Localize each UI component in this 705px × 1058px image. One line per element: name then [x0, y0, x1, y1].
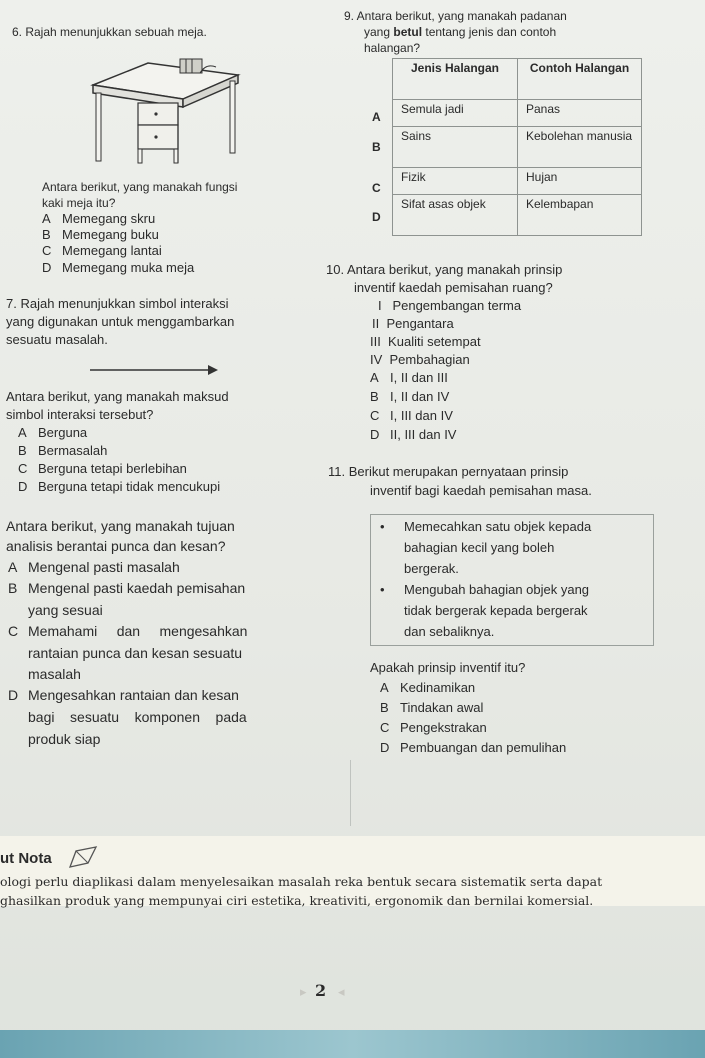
table-row: [393, 195, 642, 236]
q11-bullet2-line3: dan sebaliknya.: [404, 624, 495, 639]
nota-title: ut Nota: [0, 850, 52, 867]
q11-option-d[interactable]: [380, 740, 566, 756]
q10-option-c[interactable]: [370, 408, 453, 424]
q6-stem-line2: kaki meja itu?: [42, 196, 116, 210]
option-text: I, II dan III: [390, 370, 448, 385]
bottom-decor-band: [0, 1030, 705, 1058]
option-letter: D: [8, 687, 19, 703]
q9-line2-post: tentang jenis dan contoh: [422, 25, 557, 39]
q11-bullet2-line2: tidak bergerak kepada bergerak: [404, 603, 588, 618]
option-letter: A: [380, 680, 389, 695]
q7-option-b[interactable]: [18, 443, 107, 459]
q6-option-d[interactable]: [42, 260, 194, 276]
q7-line3: sesuatu masalah.: [6, 332, 108, 347]
q10-item-3: III Kualiti setempat: [370, 334, 481, 349]
q10-item-2: II Pengantara: [372, 316, 454, 331]
q10-item-4: IV Pembahagian: [370, 352, 470, 367]
interaction-arrow-symbol: [88, 362, 220, 378]
q9-line2-bold: betul: [393, 25, 423, 39]
q9-row-label-b: B: [372, 140, 381, 154]
option-text: Bermasalah: [38, 443, 108, 458]
option-letter: D: [380, 740, 390, 755]
q7-option-d[interactable]: [18, 479, 220, 495]
q9-line2-pre: yang: [364, 25, 394, 39]
q6-option-b[interactable]: [42, 227, 159, 243]
option-letter: A: [370, 370, 379, 385]
page-number-right-mark: ◂: [338, 984, 345, 999]
q6-option-a[interactable]: [42, 211, 155, 227]
option-letter: B: [8, 580, 18, 596]
option-text: Berguna: [38, 425, 88, 440]
q6-stem-line1: Antara berikut, yang manakah fungsi: [42, 180, 238, 194]
q11-option-b[interactable]: [380, 700, 483, 716]
cell-jenis: Sains: [393, 127, 518, 168]
option-text: Pengekstrakan: [400, 720, 487, 735]
q10-option-a[interactable]: [370, 370, 448, 386]
q10-option-b[interactable]: [370, 389, 449, 405]
q6-prompt: 6. Rajah menunjukkan sebuah meja.: [12, 25, 207, 39]
option-letter: A: [18, 425, 27, 440]
q9-row-label-d: D: [372, 210, 381, 224]
option-letter: C: [8, 623, 19, 639]
cell-jenis: Fizik: [393, 168, 518, 195]
option-letter: C: [380, 720, 390, 735]
column-divider: [350, 760, 351, 826]
q8-option-d-cont1: bagi sesuatu komponen pada: [28, 709, 247, 725]
cell-contoh: Panas: [518, 100, 642, 127]
option-letter: C: [18, 461, 28, 476]
option-letter: B: [42, 227, 51, 242]
pencil-icon: [66, 845, 102, 871]
cell-jenis: Sifat asas objek: [393, 195, 518, 236]
q8-option-b-cont: yang sesuai: [28, 602, 103, 618]
option-text: I, III dan IV: [390, 408, 453, 423]
q7-option-a[interactable]: [18, 425, 87, 441]
option-text: Berguna tetapi tidak mencukupi: [38, 479, 221, 494]
q8-option-a[interactable]: [8, 559, 180, 575]
option-text: Kedinamikan: [400, 680, 476, 695]
table-row: [393, 100, 642, 127]
q11-stem: Apakah prinsip inventif itu?: [370, 660, 526, 675]
halangan-table: [392, 58, 642, 236]
q11-bullet2-line1: Mengubah bahagian objek yang: [404, 582, 590, 597]
option-letter: A: [42, 211, 51, 226]
q8-option-c-cont1: rantaian punca dan kesan sesuatu: [28, 645, 243, 661]
desk-illustration: [88, 55, 248, 170]
option-text: Berguna tetapi berlebihan: [38, 461, 187, 476]
q10-option-d[interactable]: [370, 427, 456, 443]
q11-option-a[interactable]: [380, 680, 475, 696]
q8-option-d[interactable]: [8, 687, 239, 703]
q9-line2: [364, 24, 556, 40]
option-text: Memahami dan mengesahkan: [28, 623, 248, 639]
page-number-left-mark: ▸: [300, 984, 307, 999]
q10-line2: inventif kaedah pemisahan ruang?: [354, 280, 553, 295]
header-jenis: Jenis Halangan: [393, 59, 518, 100]
q7-stem-line1: Antara berikut, yang manakah maksud: [6, 389, 229, 404]
q11-bullet1-line1: Memecahkan satu objek kepada: [404, 519, 592, 534]
q8-option-d-cont2: produk siap: [28, 731, 101, 747]
q7-stem-line2: simbol interaksi tersebut?: [6, 407, 154, 422]
nota-line1: ologi perlu diaplikasi dalam menyelesaikan masalah reka bentuk secara sistematik serta dapat: [0, 874, 603, 889]
option-text: Mengenal pasti masalah: [28, 559, 180, 575]
q8-line1: Antara berikut, yang manakah tujuan: [6, 518, 235, 534]
q10-line1: 10. Antara berikut, yang manakah prinsip: [326, 262, 563, 277]
q7-option-c[interactable]: [18, 461, 187, 477]
q10-item-1: I Pengembangan terma: [378, 298, 522, 313]
option-text: Mengenal pasti kaedah pemisahan: [28, 580, 246, 596]
q7-line1: 7. Rajah menunjukkan simbol interaksi: [6, 296, 229, 311]
q11-bullet1-line3: bergerak.: [404, 561, 459, 576]
q8-line2: analisis berantai punca dan kesan?: [6, 538, 226, 554]
cell-contoh: Kelembapan: [518, 195, 642, 236]
q11-option-c[interactable]: [380, 720, 487, 736]
option-text: Tindakan awal: [400, 700, 484, 715]
q9-line1: 9. Antara berikut, yang manakah padanan: [344, 9, 567, 23]
option-text: I, II dan IV: [390, 389, 450, 404]
table-row: [393, 168, 642, 195]
option-text: Memegang muka meja: [62, 260, 195, 275]
option-letter: D: [42, 260, 52, 275]
q8-option-c[interactable]: [8, 623, 247, 639]
option-letter: A: [8, 559, 18, 575]
q6-option-c[interactable]: [42, 243, 162, 259]
bullet-icon: •: [380, 582, 385, 597]
q11-line2: inventif bagi kaedah pemisahan masa.: [370, 483, 592, 498]
option-text: Mengesahkan rantaian dan kesan: [28, 687, 239, 703]
page-number: 2: [315, 981, 327, 1000]
q9-line3: halangan?: [364, 41, 421, 55]
option-letter: C: [370, 408, 380, 423]
header-contoh: Contoh Halangan: [518, 59, 642, 100]
q8-option-b[interactable]: [8, 580, 245, 596]
option-text: Memegang skru: [62, 211, 156, 226]
option-text: Memegang buku: [62, 227, 159, 242]
option-text: Pembuangan dan pemulihan: [400, 740, 567, 755]
cell-contoh: Hujan: [518, 168, 642, 195]
q8-option-c-cont2: masalah: [28, 666, 81, 682]
q9-row-label-a: A: [372, 110, 381, 124]
table-header-row: [393, 59, 642, 100]
q7-line2: yang digunakan untuk menggambarkan: [6, 314, 235, 329]
option-letter: B: [370, 389, 379, 404]
q11-bullet1-line2: bahagian kecil yang boleh: [404, 540, 555, 555]
q9-row-label-c: C: [372, 181, 381, 195]
nota-line2: ghasilkan produk yang mempunyai ciri estetika, kreativiti, ergonomik dan bernilai komersial.: [0, 893, 594, 908]
option-letter: D: [18, 479, 28, 494]
option-letter: C: [42, 243, 52, 258]
bullet-icon: •: [380, 519, 385, 534]
option-letter: B: [18, 443, 27, 458]
q11-line1: 11. Berikut merupakan pernyataan prinsip: [328, 464, 569, 479]
table-row: [393, 127, 642, 168]
option-text: II, III dan IV: [390, 427, 457, 442]
option-text: Memegang lantai: [62, 243, 162, 258]
cell-jenis: Semula jadi: [393, 100, 518, 127]
option-letter: B: [380, 700, 389, 715]
option-letter: D: [370, 427, 380, 442]
cell-contoh: Kebolehan manusia: [518, 127, 642, 168]
